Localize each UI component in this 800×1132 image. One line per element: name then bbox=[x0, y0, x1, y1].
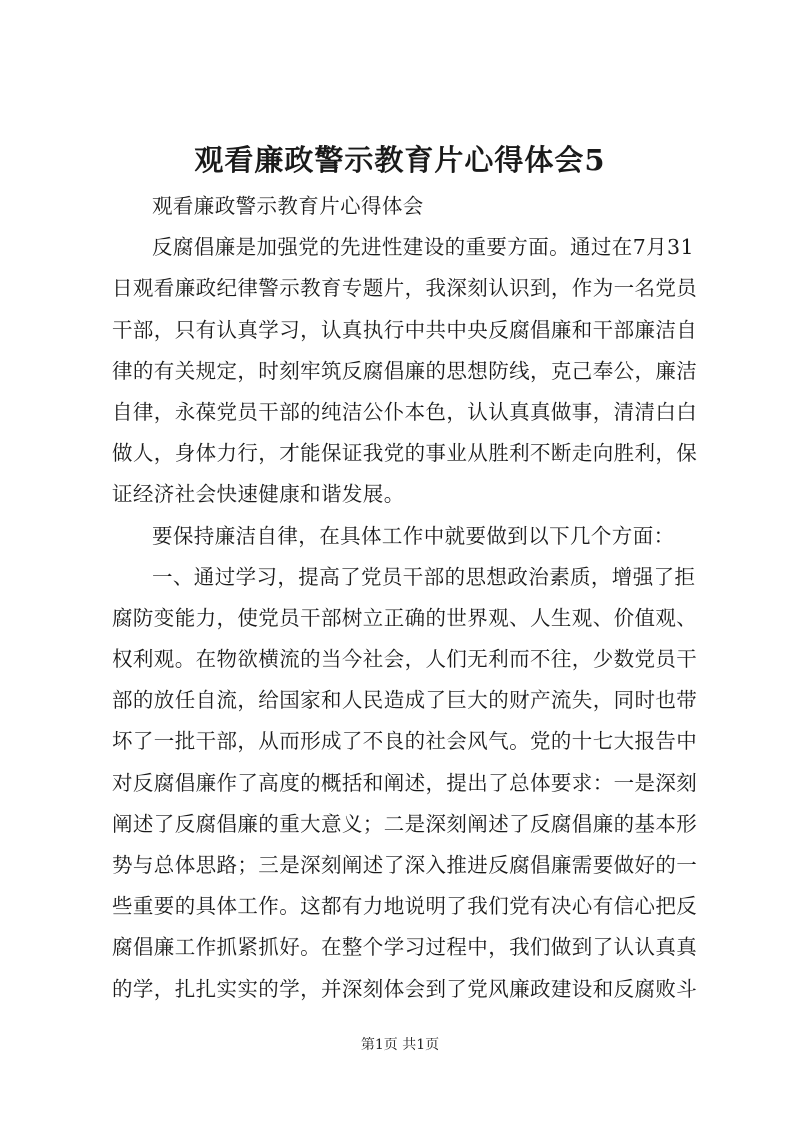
paragraph-line: 要保持廉洁自律，在具体工作中就要做到以下几个方面： bbox=[152, 523, 675, 548]
paragraph-line: 权利观。在物欲横流的当今社会，人们无利而不往，少数党员干 bbox=[112, 647, 698, 672]
page-footer: 第1页 共1页 bbox=[360, 1037, 440, 1053]
paragraph-line: 些重要的具体工作。这都有力地说明了我们党有决心有信心把反 bbox=[112, 894, 698, 919]
paragraph-line: 做人，身体力行，才能保证我党的事业从胜利不断走向胜利，保 bbox=[112, 441, 698, 466]
document-body bbox=[112, 186, 702, 1010]
paragraph-line: 坏了一批干部，从而形成了不良的社会风气。党的十七大报告中 bbox=[112, 729, 698, 754]
subtitle-line: 观看廉政警示教育片心得体会 bbox=[152, 194, 424, 218]
paragraph-line: 自律，永葆党员干部的纯洁公仆本色，认认真真做事，清清白白 bbox=[112, 399, 698, 424]
paragraph-line: 势与总体思路；三是深刻阐述了深入推进反腐倡廉需要做好的一 bbox=[112, 853, 698, 877]
paragraph-line: 的学，扎扎实实的学，并深刻体会到了党风廉政建设和反腐败斗 bbox=[112, 976, 698, 1001]
paragraph-line: 部的放任自流，给国家和人民造成了巨大的财产流失，同时也带 bbox=[112, 688, 698, 713]
paragraph-line: 阐述了反腐倡廉的重大意义；二是深刻阐述了反腐倡廉的基本形 bbox=[112, 811, 698, 836]
paragraph-line: 一、通过学习，提高了党员干部的思想政治素质，增强了拒 bbox=[152, 564, 696, 589]
document-title: 观看廉政警示教育片心得体会5 bbox=[194, 143, 606, 177]
paragraph-line: 干部，只有认真学习，认真执行中共中央反腐倡廉和干部廉洁自 bbox=[112, 317, 698, 342]
paragraph-line: 证经济社会快速健康和谐发展。 bbox=[112, 482, 405, 507]
paragraph-line: 日观看廉政纪律警示教育专题片，我深刻认识到，作为一名党员 bbox=[112, 276, 698, 301]
paragraph-line: 律的有关规定，时刻牢筑反腐倡廉的思想防线，克己奉公，廉洁 bbox=[112, 358, 698, 383]
paragraph-line: 腐防变能力，使党员干部树立正确的世界观、人生观、价值观、 bbox=[112, 605, 698, 630]
paragraph-line: 腐倡廉工作抓紧抓好。在整个学习过程中，我们做到了认认真真 bbox=[112, 935, 698, 960]
paragraph-line: 反腐倡廉是加强党的先进性建设的重要方面。通过在7月31 bbox=[152, 235, 694, 260]
paragraph-line: 对反腐倡廉作了高度的概括和阐述，提出了总体要求：一是深刻 bbox=[112, 770, 698, 795]
